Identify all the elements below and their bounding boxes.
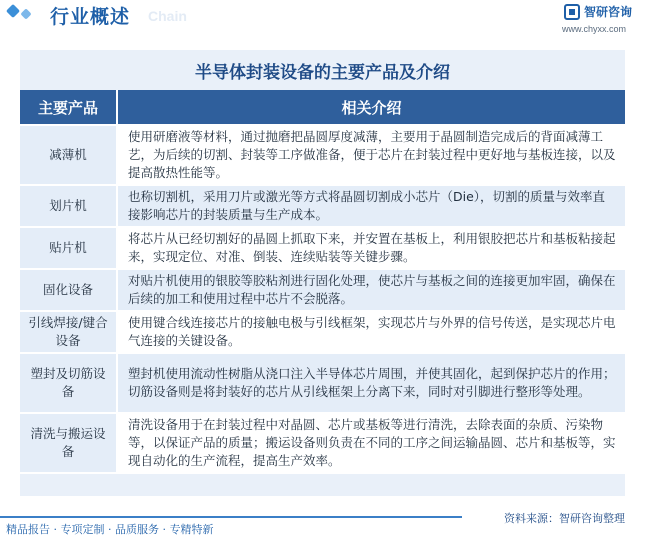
source-note: 资料来源：智研咨询整理 [504,512,625,525]
table-header-row [20,90,625,126]
table-row [20,354,625,414]
product-intro: 塑封机使用流动性树脂从浇口注入半导体芯片周围，并使其固化，起到保护芯片的作用；切筋设备则是将封装好的芯片从引线框架上分离下来，同时对引脚进行整形等处理。 [118,354,625,414]
page-header [0,0,647,34]
product-table [20,90,625,474]
section-title: 行业概述 [50,6,131,28]
logo-diamond-icon [6,4,20,18]
column-header-intro: 相关介绍 [118,90,625,126]
product-name: 清洗与搬运设备 [20,414,118,474]
table-row [20,270,625,312]
product-name: 减薄机 [20,126,118,186]
product-name: 引线焊接/键合设备 [20,312,118,354]
table-row [20,228,625,270]
table-row [20,414,625,474]
table-row [20,312,625,354]
footer-slogan: 精品报告 · 专项定制 · 品质服务 · 专精特新 [6,523,214,536]
logo-diamond-small-icon [20,8,31,19]
footer-divider [0,516,462,518]
product-intro: 使用研磨液等材料，通过抛磨把晶圆厚度减薄，主要用于晶圆制造完成后的背面减薄工艺，为后续的切割、封装等工序做准备，便于芯片在封装过程中更好地与基板连接，以及提高散热性能等。 [118,126,625,186]
product-intro: 清洗设备用于在封装过程中对晶圆、芯片或基板等进行清洗，去除表面的杂质、污染物等，以保证产品的质量；搬运设备则负责在不同的工序之间运输晶圆、芯片和基板等，实现自动化的生产流程，提高生产效率。 [118,414,625,474]
product-intro: 将芯片从已经切割好的晶圆上抓取下来，并安置在基板上，利用银胶把芯片和基板粘接起来，实现定位、对准、倒装、连续贴装等关键步骤。 [118,228,625,270]
product-name: 固化设备 [20,270,118,312]
product-name: 贴片机 [20,228,118,270]
table-row [20,126,625,186]
table-panel [20,50,625,496]
table-title: 半导体封装设备的主要产品及介绍 [195,62,450,83]
brand-logo-icon [564,4,580,20]
brand-url: www.chyxx.com [562,24,627,34]
brand-name: 智研咨询 [584,5,633,19]
column-header-product: 主要产品 [20,90,118,126]
product-intro: 也称切割机，采用刀片或激光等方式将晶圆切割成小芯片（Die），切割的质量与效率直接影响芯片的封装质量与生产成本。 [118,186,625,228]
product-intro: 对贴片机使用的银胶等胶粘剂进行固化处理，使芯片与基板之间的连接更加牢固，确保在后续的加工和使用过程中芯片不会脱落。 [118,270,625,312]
section-title-en: Chain [148,8,187,24]
product-name: 划片机 [20,186,118,228]
product-name: 塑封及切筋设备 [20,354,118,414]
table-row [20,186,625,228]
product-intro: 使用键合线连接芯片的接触电极与引线框架，实现芯片与外界的信号传送，是实现芯片电气连接的关键设备。 [118,312,625,354]
